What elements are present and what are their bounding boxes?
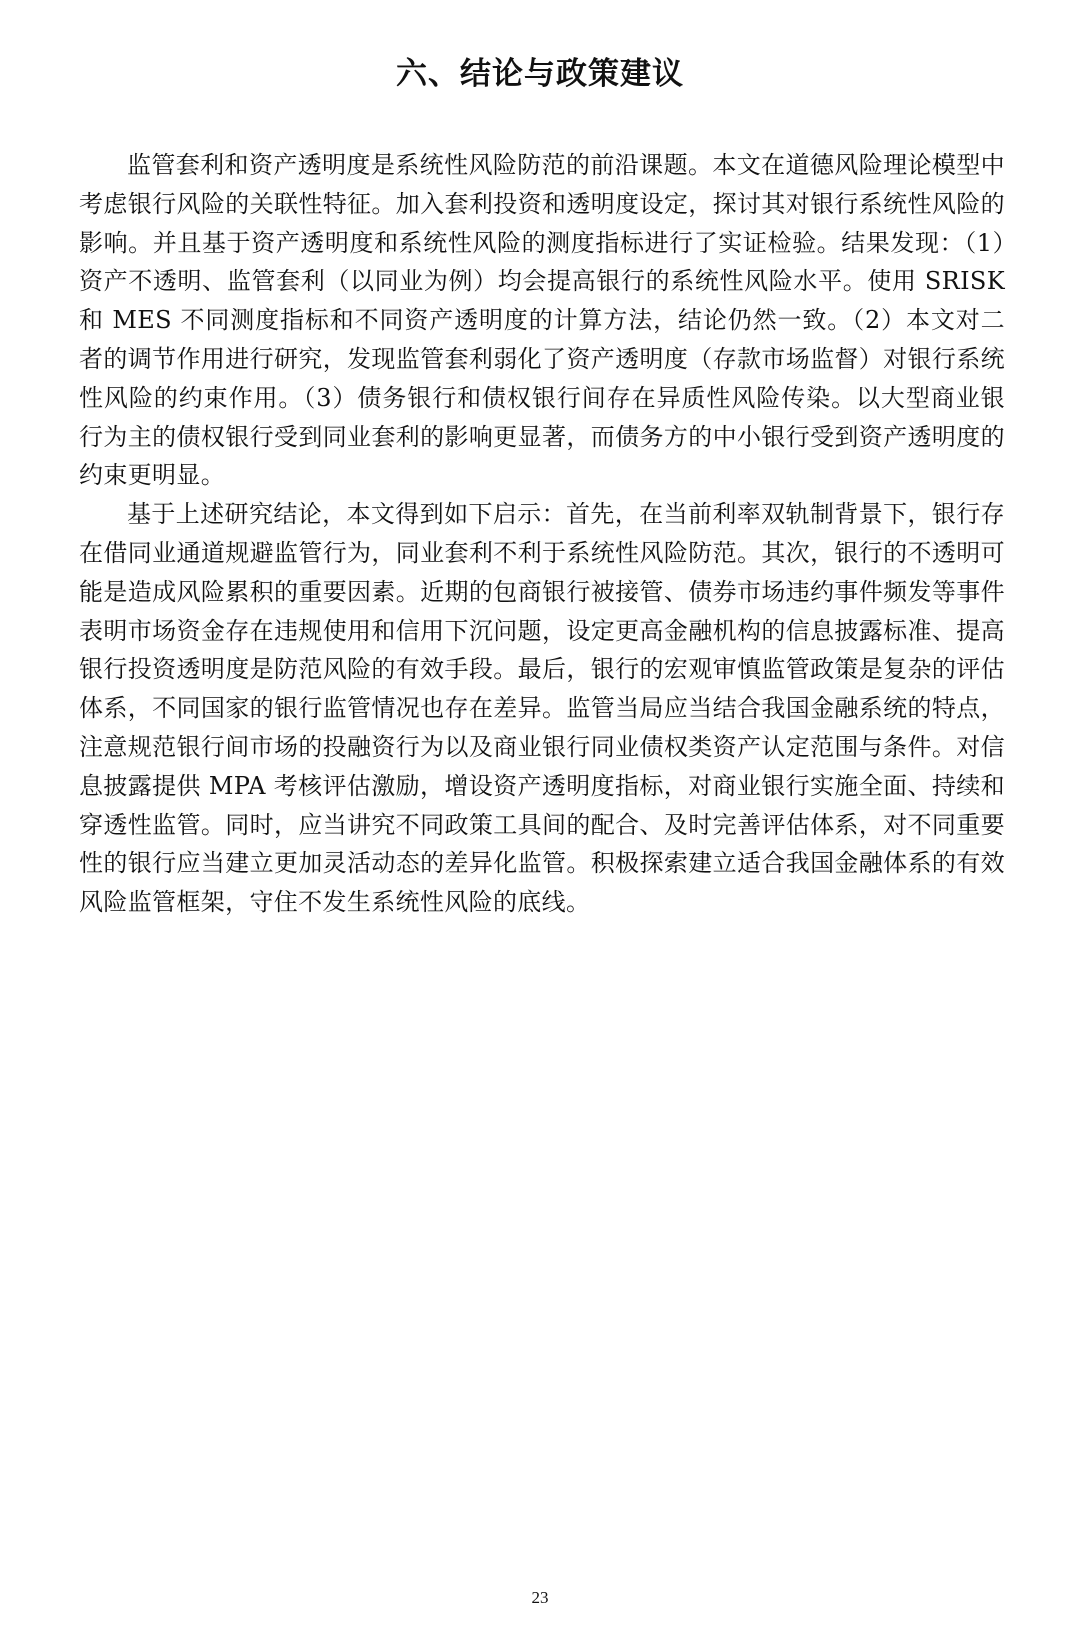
body-text	[79, 146, 1005, 922]
paragraph-conclusions: 监管套利和资产透明度是系统性风险防范的前沿课题。本文在道德风险理论模型中考虑银行风险的关联性特征。加入套利投资和透明度设定，探讨其对银行系统性风险的影响。并且基于资产透明度和系统性风险的测度指标进行了实证检验。结果发现：（1）资产不透明、监管套利（以同业为例）均会提高银行的系统性风险水平。使用 SRISK 和 MES 不同测度指标和不同资产透明度的计算方法，结论仍然一致。（2）本文对二者的调节作用进行研究，发现监管套利弱化了资产透明度（存款市场监督）对银行系统性风险的约束作用。（3）债务银行和债权银行间存在异质性风险传染。以大型商业银行为主的债权银行受到同业套利的影响更显著，而债务方的中小银行受到资产透明度的约束更明显。	[79, 151, 1005, 490]
page-number: 23	[531, 1588, 549, 1607]
section-title: 六、结论与政策建议	[396, 56, 684, 92]
paragraph-policy-implications: 基于上述研究结论，本文得到如下启示：首先，在当前利率双轨制背景下，银行存在借同业通道规避监管行为，同业套利不利于系统性风险防范。其次，银行的不透明可能是造成风险累积的重要因素。近期的包商银行被接管、债券市场违约事件频发等事件表明市场资金存在违规使用和信用下沉问题，设定更高金融机构的信息披露标准、提高银行投资透明度是防范风险的有效手段。最后，银行的宏观审慎监管政策是复杂的评估体系，不同国家的银行监管情况也存在差异。监管当局应当结合我国金融系统的特点，注意规范银行间市场的投融资行为以及商业银行同业债权类资产认定范围与条件。对信息披露提供 MPA 考核评估激励，增设资产透明度指标，对商业银行实施全面、持续和穿透性监管。同时，应当讲究不同政策工具间的配合、及时完善评估体系，对不同重要性的银行应当建立更加灵活动态的差异化监管。积极探索建立适合我国金融体系的有效风险监管框架，守住不发生系统性风险的底线。	[79, 500, 1005, 917]
